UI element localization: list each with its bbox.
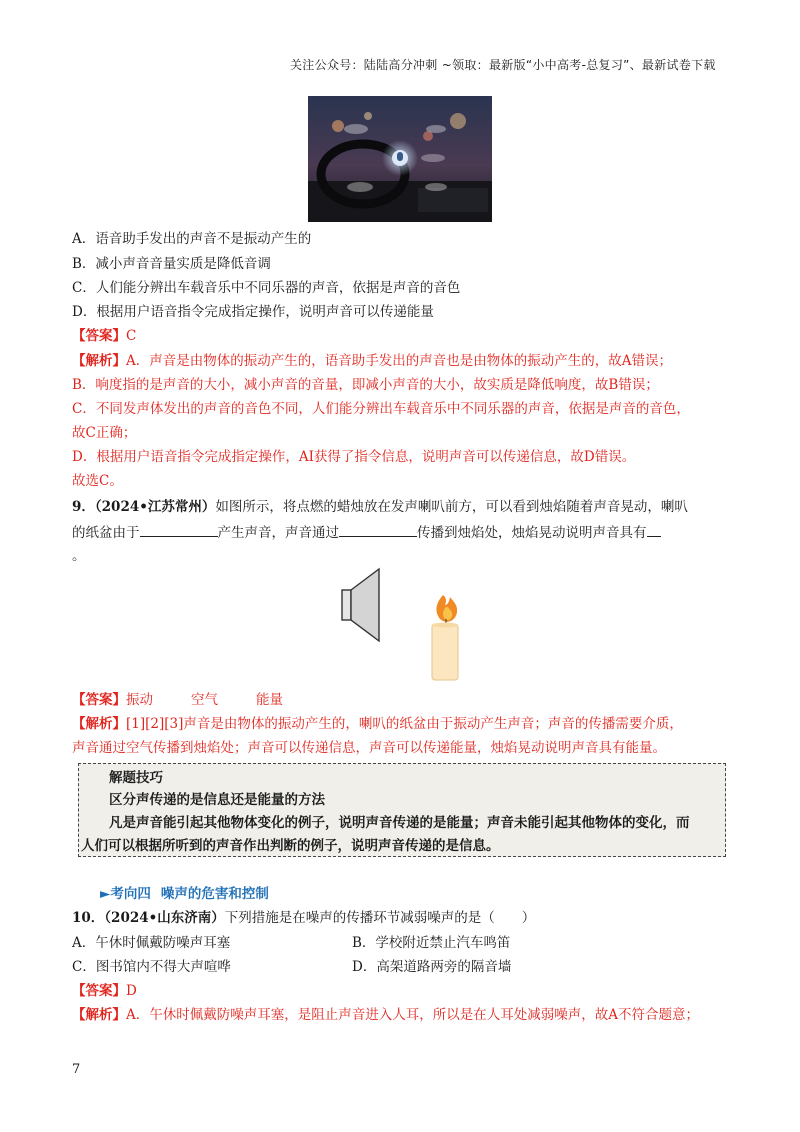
- solving-tips-box: [78, 763, 726, 857]
- q8-option-a: A．语音助手发出的声音不是振动产生的: [72, 231, 312, 247]
- question-text: 如图所示，将点燃的蜡烛放在发声喇叭前方，可以看到烛焰随着声音晃动，喇叭: [215, 499, 688, 515]
- answer-label: 【答案】: [72, 328, 126, 344]
- speaker-candle-diagram: [336, 565, 466, 685]
- q10-stem: [72, 908, 535, 928]
- q8-analysis-line: 故选C。: [72, 473, 123, 489]
- q9-stem-line3: 。: [72, 548, 86, 564]
- question-text: 产生声音，声音通过: [217, 525, 339, 541]
- section-heading: [100, 882, 269, 902]
- q8-analysis-line: D．根据用户语音指令完成指定操作，AI获得了指令信息，说明声音可以传递信息，故D错误。: [72, 449, 636, 465]
- tip-title: 解题技巧: [109, 770, 163, 786]
- answer-value: 振动: [126, 692, 153, 708]
- speaker-icon: [342, 569, 379, 641]
- answer-blank[interactable]: [140, 522, 218, 537]
- q10-option-a: A．午休时佩戴防噪声耳塞: [72, 935, 231, 951]
- q10-analysis-line: [72, 1005, 699, 1025]
- q8-option-c: C．人们能分辨出车载音乐中不同乐器的声音，依据是声音的音色: [72, 280, 461, 296]
- q8-option-d: D．根据用户语音指令完成指定操作，说明声音可以传递能量: [72, 304, 434, 320]
- speaker-candle-figure: [336, 565, 466, 685]
- question-source: （2024•山东济南）: [104, 910, 225, 926]
- q10-answer: [72, 981, 137, 1001]
- q8-analysis-line: [72, 351, 672, 371]
- answer-blank[interactable]: [647, 522, 661, 537]
- answer-label: 【答案】: [72, 983, 126, 999]
- q9-stem-line2: [72, 522, 661, 543]
- q10-option-d: D．高架道路两旁的隔音墙: [352, 959, 512, 975]
- tip-text-line: 凡是声音能引起其他物体变化的例子，说明声音传递的是能量；声音未能引起其他物体的变化，而: [109, 815, 690, 831]
- q9-analysis-line: [72, 714, 683, 734]
- q8-analysis-line: B．响度指的是声音的大小，减小声音的音量，即减小声音的大小，故实质是降低响度，故B错误；: [72, 377, 659, 393]
- question-text: 传播到烛焰处，烛焰晃动说明声音具有: [417, 525, 647, 541]
- answer-value: C: [126, 328, 137, 344]
- analysis-text: [1][2][3]声音是由物体的振动产生的，喇叭的纸盆由于振动产生声音；声音的传播需要介质，: [126, 716, 683, 732]
- section-title: 噪声的危害和控制: [160, 886, 269, 902]
- question-text: 下列措施是在噪声的传播环节减弱噪声的是（ ）: [224, 910, 536, 926]
- q9-analysis-line: 声音通过空气传播到烛焰处；声音可以传递信息，声音可以传递能量，烛焰晃动说明声音具有能量。: [72, 740, 666, 756]
- analysis-label: 【解析】: [72, 353, 126, 369]
- q8-analysis-line: C．不同发声体发出的声音的音色不同，人们能分辨出车载音乐中不同乐器的声音，依据是声音的音色，: [72, 401, 690, 417]
- page-number: 7: [72, 1062, 81, 1077]
- tip-subtitle: 区分声传递的是信息还是能量的方法: [109, 792, 325, 808]
- q10-option-c: C．图书馆内不得大声喧哗: [72, 959, 231, 975]
- answer-value: 空气: [191, 692, 218, 708]
- car-voice-assistant-photo: [308, 96, 492, 222]
- answer-value: D: [126, 983, 137, 999]
- question-number: 10．: [72, 910, 105, 926]
- q8-answer: [72, 326, 136, 346]
- tip-text-line: 人们可以根据所听到的声音作出判断的例子，说明声音传递的是信息。: [81, 838, 500, 854]
- page-header: 关注公众号：陆陆高分冲刺 ~领取：最新版“小中高考-总复习”、最新试卷下载: [290, 58, 716, 72]
- section-label: 考向四: [110, 886, 151, 902]
- question-text: 的纸盆由于: [72, 525, 140, 541]
- q8-analysis-line: 故C正确；: [72, 425, 137, 441]
- answer-value: 能量: [256, 692, 283, 708]
- car-dashboard-image: [308, 96, 492, 222]
- q10-option-b: B．学校附近禁止汽车鸣笛: [352, 935, 511, 951]
- answer-label: 【答案】: [72, 692, 126, 708]
- answer-blank[interactable]: [339, 522, 417, 537]
- analysis-label: 【解析】: [72, 716, 126, 732]
- analysis-label: 【解析】: [72, 1007, 126, 1023]
- arrow-icon: ►: [100, 886, 111, 902]
- analysis-text: A．午休时佩戴防噪声耳塞，是阻止声音进入人耳，所以是在人耳处减弱噪声，故A不符合题意；: [126, 1007, 699, 1023]
- q8-option-b: B．减小声音音量实质是降低音调: [72, 256, 271, 272]
- question-source: （2024•江苏常州）: [94, 499, 216, 515]
- q9-answer: [72, 690, 283, 710]
- analysis-text: A．声音是由物体的振动产生的，语音助手发出的声音也是由物体的振动产生的，故A错误；: [126, 353, 672, 369]
- candle-icon: [432, 595, 458, 680]
- question-number: 9．: [72, 499, 95, 515]
- q9-stem-line1: [72, 497, 688, 517]
